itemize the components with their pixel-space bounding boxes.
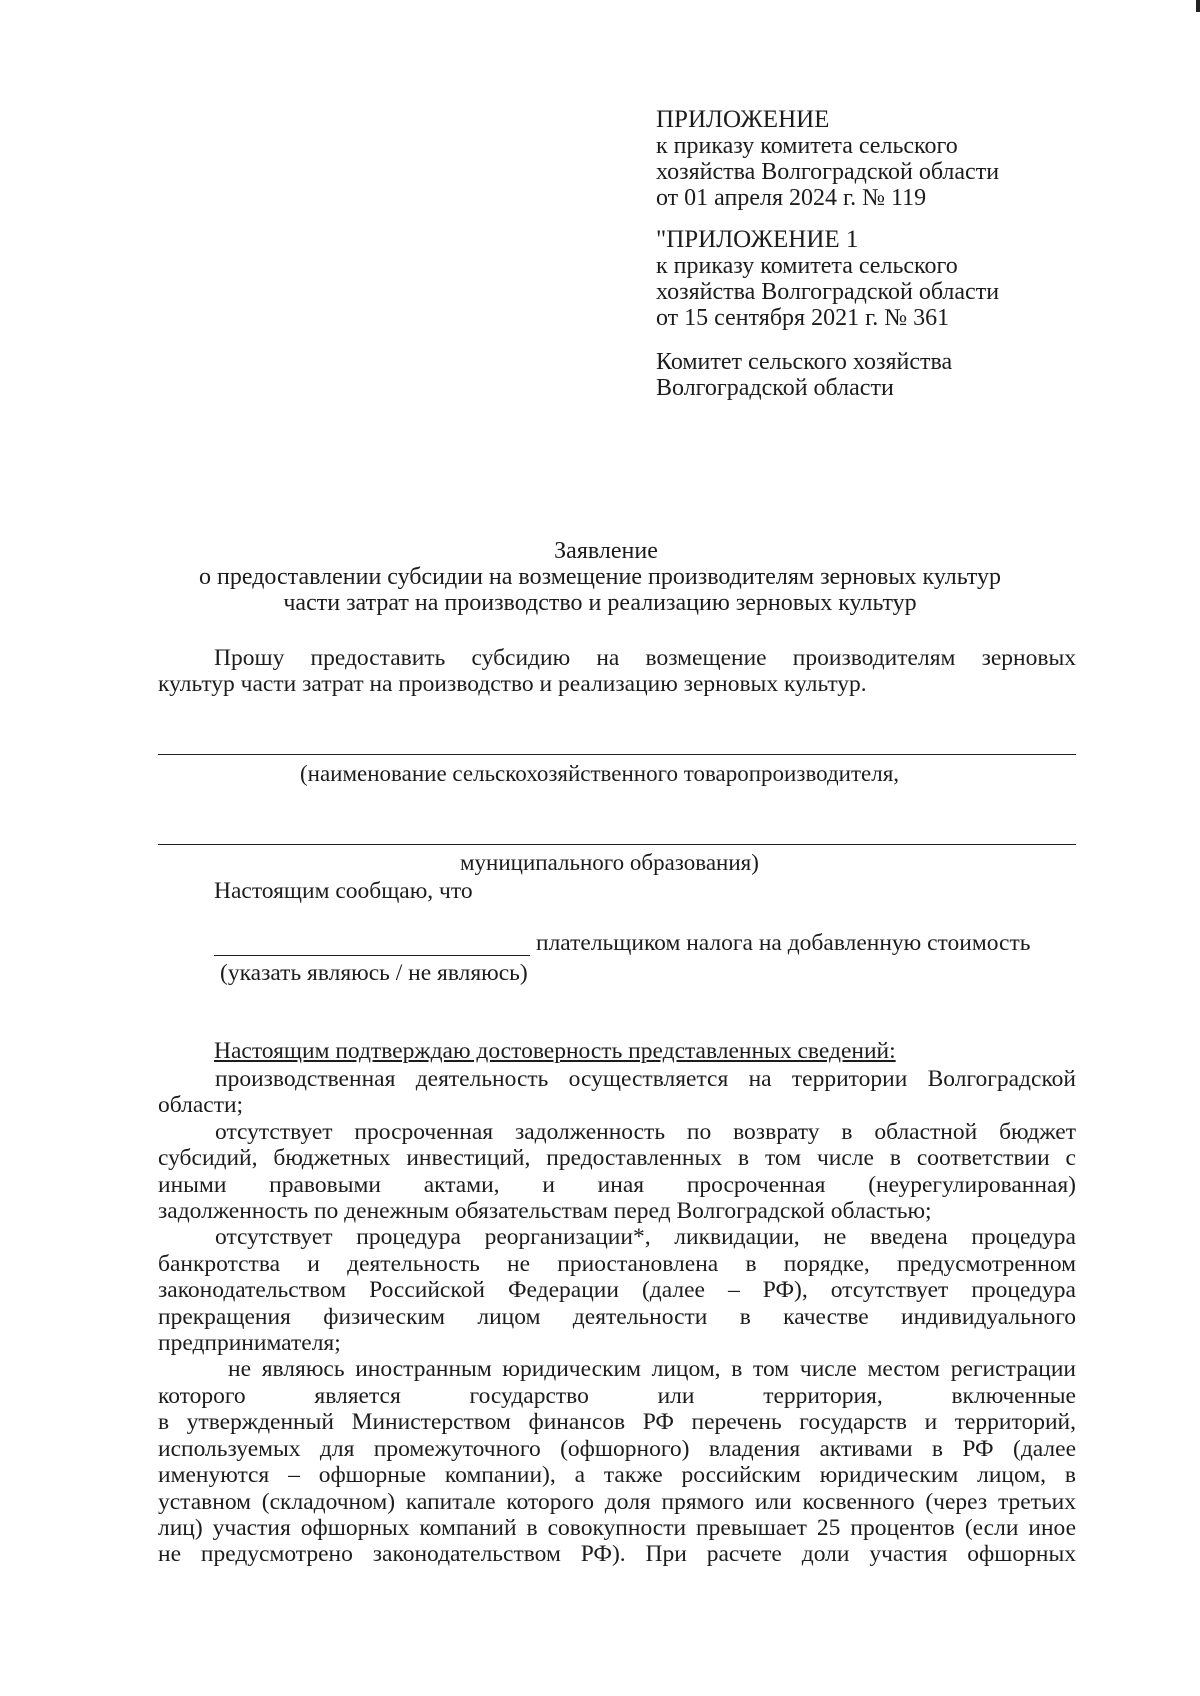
text-line: Прошу предоставить субсидию на возмещение производителям зерновых	[214, 645, 1076, 671]
text-line: иными правовыми актами, и иная просроченная (неурегулированная)	[158, 1171, 1076, 1198]
appendix-line: к приказу комитета сельского	[656, 133, 958, 159]
text-line: не предусмотрено законодательством РФ). При расчете доли участия офшорных	[158, 1541, 1076, 1568]
confirmation-list	[158, 1066, 1076, 1568]
text-line: лиц) участия офшорных компаний в совокупности превышает 25 процентов (если иное	[158, 1514, 1076, 1541]
text-line: субсидий, бюджетных инвестиций, предоставленных в том числе в соответствии с	[158, 1145, 1076, 1172]
text-line: в утвержденный Министерством финансов РФ перечень государств и территорий,	[158, 1409, 1076, 1436]
title-heading: Заявление	[554, 538, 658, 564]
recipient-line: Комитет сельского хозяйства	[656, 349, 953, 375]
text-line: предпринимателя;	[158, 1330, 341, 1357]
appendix-header-1	[656, 107, 999, 211]
text-line: производственная деятельность осуществляется на территории Волгоградской	[215, 1066, 1076, 1092]
text-line: не являюсь иностранным юридическим лицом, в том числе местом регистрации	[228, 1356, 1076, 1383]
name-field-caption: (наименование сельскохозяйственного товаропроизводителя,	[300, 761, 900, 786]
text-line: отсутствует просроченная задолженность по возврату в областной бюджет	[215, 1118, 1076, 1145]
appendix-title: ПРИЛОЖЕНИЕ	[656, 106, 830, 133]
confirm-heading: Настоящим подтверждаю достоверность представленных сведений:	[214, 1038, 896, 1064]
appendix-line: хозяйства Волгоградской области	[656, 159, 1000, 185]
text-line: прекращения физическим лицом деятельности в качестве индивидуального	[158, 1303, 1076, 1330]
edge-mark	[1196, 0, 1200, 12]
notice-intro: Настоящим сообщаю, что	[214, 878, 473, 904]
text-line: области;	[158, 1092, 244, 1119]
recipient-block	[656, 349, 952, 401]
municipality-field-line	[158, 844, 1076, 845]
appendix-title: "ПРИЛОЖЕНИЕ 1	[656, 226, 859, 253]
request-paragraph	[158, 645, 1076, 698]
text-line: отсутствует процедура реорганизации*, ликвидации, не введена процедура	[215, 1224, 1076, 1251]
vat-status-text: плательщиком налога на добавленную стоимость	[536, 930, 1031, 956]
text-line: используемых для промежуточного (офшорного) владения активами в РФ (далее	[158, 1435, 1076, 1462]
appendix-line: хозяйства Волгоградской области	[656, 279, 1000, 305]
text-line: именуются – офшорные компании), а также российским юридическим лицом, в	[158, 1462, 1076, 1489]
text-line: уставном (складочном) капитале которого доля прямого или косвенного (через третьих	[158, 1488, 1076, 1515]
title-line: части затрат на производство и реализацию зерновых культур	[283, 590, 917, 616]
municipality-field-caption: муниципального образования)	[460, 850, 759, 875]
recipient-line: Волгоградской области	[656, 375, 894, 401]
appendix-header-2	[656, 227, 999, 331]
document-title	[0, 538, 1200, 616]
text-line: которого является государство или территория, включенные	[158, 1382, 1076, 1409]
title-line: о предоставлении субсидии на возмещение производителям зерновых культур	[199, 564, 1001, 590]
appendix-line: к приказу комитета сельского	[656, 253, 958, 279]
text-line: культур части затрат на производство и реализацию зерновых культур.	[158, 671, 867, 698]
text-line: задолженность по денежным обязательствам перед Волгоградской областью;	[158, 1198, 932, 1225]
appendix-line: от 15 сентября 2021 г. № 361	[656, 305, 950, 331]
text-line: законодательством Российской Федерации (далее – РФ), отсутствует процедура	[158, 1277, 1076, 1304]
vat-status-field-line	[214, 955, 530, 956]
text-line: банкротства и деятельность не приостановлена в порядке, предусмотренном	[158, 1250, 1076, 1277]
vat-status-hint: (указать являюсь / не являюсь)	[220, 960, 528, 986]
name-field-line	[158, 754, 1076, 755]
appendix-line: от 01 апреля 2024 г. № 119	[656, 185, 927, 211]
